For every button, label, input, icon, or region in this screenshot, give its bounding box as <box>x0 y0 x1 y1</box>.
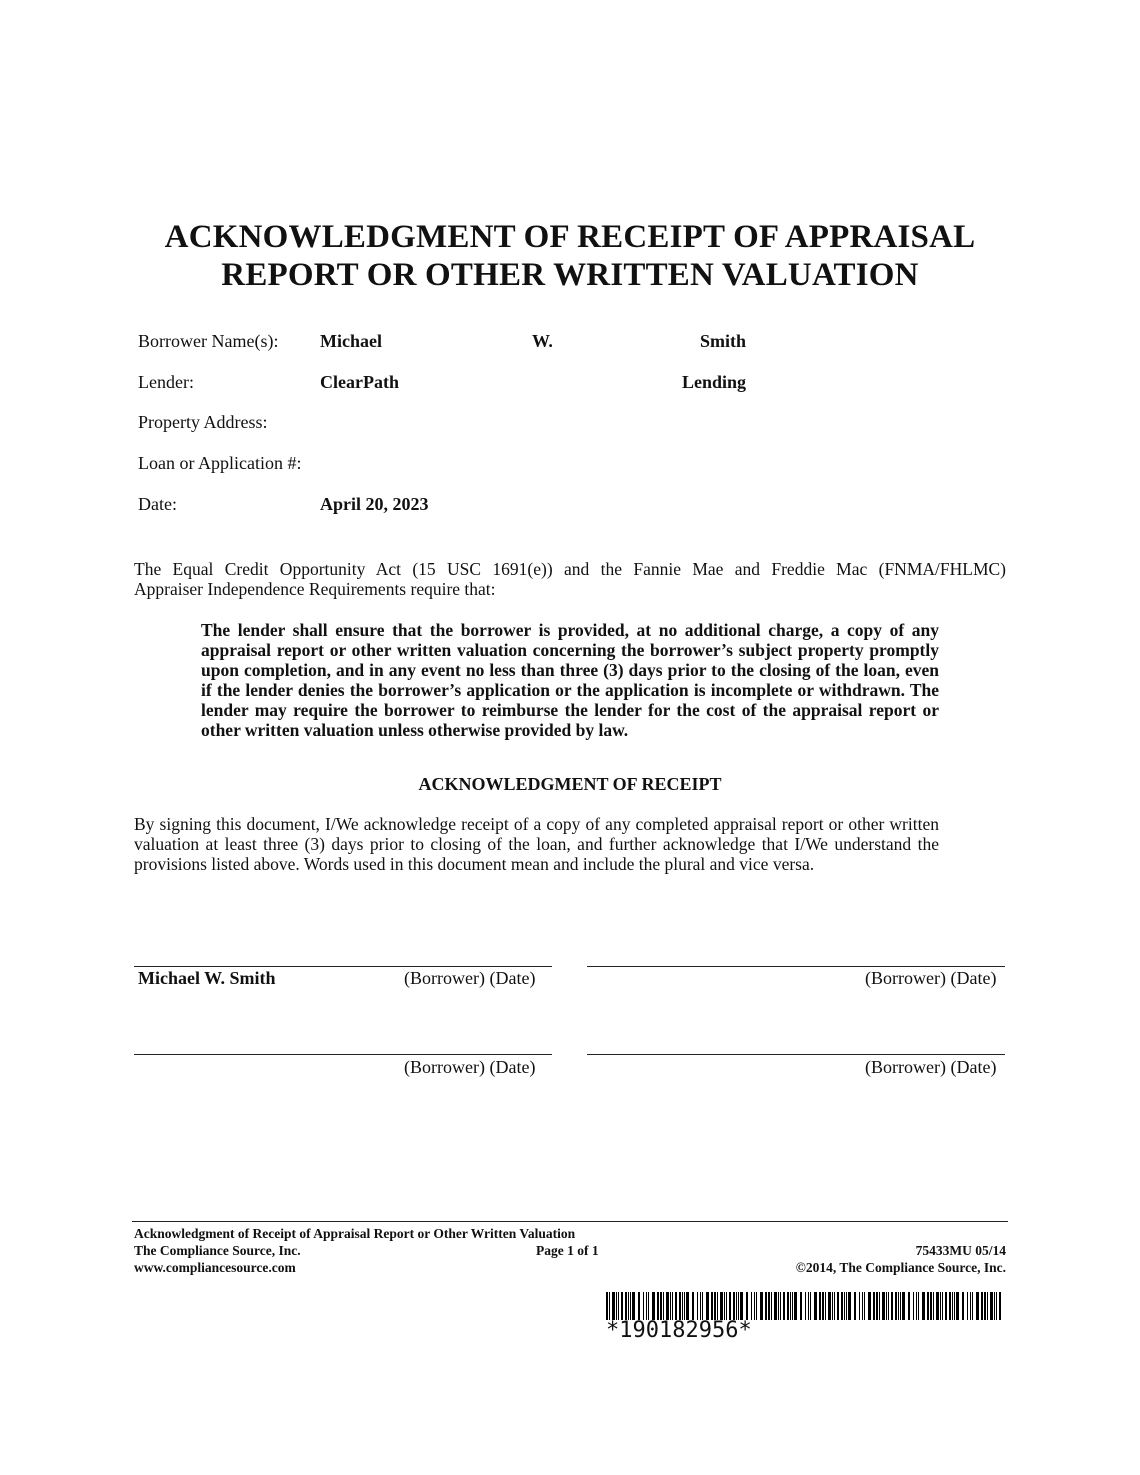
barcode-bar <box>682 1292 683 1320</box>
barcode-bar <box>646 1292 647 1320</box>
barcode-bar <box>606 1292 608 1320</box>
lender-name-part-2: Lending <box>682 372 747 392</box>
footer-page-number: Page 1 of 1 <box>536 1243 599 1258</box>
barcode-bar <box>657 1292 659 1320</box>
barcode-bar <box>733 1292 735 1320</box>
barcode-bar <box>692 1292 694 1320</box>
barcode-bar <box>981 1292 983 1320</box>
footer-copyright: ©2014, The Compliance Source, Inc. <box>795 1260 1006 1275</box>
barcode-bar <box>670 1292 671 1320</box>
barcode-bar <box>684 1292 685 1320</box>
barcode-bar <box>700 1292 701 1320</box>
barcode-bar <box>945 1292 947 1320</box>
document-title <box>100 218 1040 294</box>
borrower-label: Borrower Name(s): <box>138 331 279 351</box>
barcode-bar <box>729 1292 731 1320</box>
property-address-label: Property Address: <box>138 412 268 432</box>
barcode-bar <box>746 1292 748 1320</box>
barcode-bar <box>942 1292 943 1320</box>
barcode-bar <box>918 1292 919 1320</box>
barcode-bar <box>873 1292 875 1320</box>
barcode-bar <box>952 1292 953 1320</box>
barcode-bar <box>933 1292 934 1320</box>
loan-number-label: Loan or Application #: <box>138 453 302 473</box>
barcode-bar <box>876 1292 878 1320</box>
barcode-bar <box>638 1292 640 1320</box>
barcode-bar <box>999 1292 1001 1320</box>
barcode-bar <box>822 1292 824 1320</box>
barcode-bar <box>837 1292 839 1320</box>
barcode-bar <box>738 1292 739 1320</box>
barcode-bar <box>886 1292 887 1320</box>
barcode-bar <box>790 1292 791 1320</box>
barcode-bar <box>778 1292 779 1320</box>
barcode-bar <box>717 1292 718 1320</box>
barcode-bar <box>686 1292 689 1320</box>
barcode-bar <box>616 1292 617 1320</box>
barcode-bar <box>922 1292 925 1320</box>
barcode-bar <box>913 1292 914 1320</box>
intro-line-1: The Equal Credit Opportunity Act (15 USC 1691(e)) and the Fannie Mae and Freddie Mac (FNMA/FHLMC) <box>134 559 1006 579</box>
borrower-last-name: Smith <box>700 331 747 351</box>
barcode-bar <box>814 1292 817 1320</box>
borrower-first-name: Michael <box>320 331 382 351</box>
barcode <box>606 1292 1004 1320</box>
barcode-bar <box>736 1292 737 1320</box>
barcode-bar <box>902 1292 905 1320</box>
barcode-bar <box>908 1292 910 1320</box>
lender-label: Lender: <box>138 372 194 392</box>
barcode-bar <box>882 1292 885 1320</box>
barcode-bar <box>879 1292 880 1320</box>
date-label: Date: <box>138 494 177 514</box>
barcode-bar <box>771 1292 772 1320</box>
signature-caption-3: (Borrower) (Date) <box>404 1057 536 1077</box>
barcode-bar <box>962 1292 964 1320</box>
barcode-bar <box>612 1292 615 1320</box>
barcode-bar <box>994 1292 995 1320</box>
barcode-bar <box>987 1292 988 1320</box>
barcode-bar <box>956 1292 959 1320</box>
barcode-bar <box>841 1292 843 1320</box>
barcode-bar <box>706 1292 709 1320</box>
barcode-bar <box>844 1292 845 1320</box>
signer-name: Michael W. Smith <box>138 968 276 988</box>
signature-caption-4: (Borrower) (Date) <box>865 1057 997 1077</box>
barcode-bar <box>621 1292 623 1320</box>
footer-rule <box>132 1221 1008 1222</box>
barcode-bar <box>930 1292 932 1320</box>
barcode-bar <box>630 1292 631 1320</box>
barcode-bar <box>900 1292 901 1320</box>
barcode-bar <box>609 1292 610 1320</box>
barcode-bar <box>891 1292 893 1320</box>
footer-website: www.compliancesource.com <box>134 1260 296 1275</box>
barcode-bar <box>765 1292 767 1320</box>
barcode-bar <box>954 1292 955 1320</box>
ack-heading: ACKNOWLEDGMENT OF RECEIPT <box>418 774 722 794</box>
barcode-bar <box>720 1292 723 1320</box>
barcode-bar <box>618 1292 619 1320</box>
barcode-bar <box>787 1292 789 1320</box>
barcode-bar <box>895 1292 897 1320</box>
signature-line-1[interactable] <box>134 966 552 967</box>
barcode-bar <box>711 1292 713 1320</box>
title-line-1: ACKNOWLEDGMENT OF RECEIPT OF APPRAISAL <box>164 219 976 255</box>
barcode-bar <box>794 1292 797 1320</box>
barcode-bar <box>972 1292 973 1320</box>
barcode-bar <box>714 1292 716 1320</box>
barcode-bar <box>625 1292 627 1320</box>
barcode-bar <box>768 1292 770 1320</box>
barcode-bar <box>740 1292 743 1320</box>
barcode-bar <box>859 1292 860 1320</box>
barcode-bar <box>868 1292 871 1320</box>
barcode-bar <box>846 1292 847 1320</box>
barcode-bar <box>663 1292 664 1320</box>
barcode-bar <box>825 1292 826 1320</box>
barcode-bar <box>967 1292 968 1320</box>
barcode-bar <box>652 1292 655 1320</box>
borrower-middle-initial: W. <box>532 331 553 351</box>
barcode-bar <box>628 1292 629 1320</box>
barcode-bar <box>996 1292 997 1320</box>
ack-paragraph: By signing this document, I/We acknowledge receipt of a copy of any completed appraisal report or other written valuation at least three (3) days prior to closing of the loan, and further acknowledge that I/We understand the provisions listed above. Words used in this document mean and include the plural and vice versa. <box>134 814 939 874</box>
barcode-bar <box>643 1292 644 1320</box>
requirement-paragraph: The lender shall ensure that the borrower is provided, at no additional charge, a copy of any appraisal report or other written valuation concerning the borrower’s subject property promptly upon completion, and in any event no less than three (3) days prior to the closing of the loan, even if the lender denies the borrower’s application or the application is incomplete or withdrawn. The lender may require the borrower to reimburse the lender for the cost of the appraisal report or other written valuation unless otherwise provided by law. <box>201 620 939 740</box>
barcode-bar <box>940 1292 941 1320</box>
barcode-bar <box>800 1292 802 1320</box>
barcode-bar <box>990 1292 993 1320</box>
date-value: April 20, 2023 <box>320 494 429 514</box>
barcode-bar <box>970 1292 971 1320</box>
barcode-bar <box>808 1292 809 1320</box>
barcode-bar <box>783 1292 785 1320</box>
barcode-bar <box>726 1292 727 1320</box>
intro-line-2: Appraiser Independence Requirements require that: <box>134 579 496 599</box>
barcode-bar <box>854 1292 856 1320</box>
barcode-bar <box>810 1292 811 1320</box>
intro-paragraph <box>134 559 1006 599</box>
barcode-bar <box>675 1292 677 1320</box>
barcode-bar <box>666 1292 669 1320</box>
barcode-bar <box>819 1292 821 1320</box>
barcode-bar <box>660 1292 662 1320</box>
barcode-bar <box>724 1292 725 1320</box>
footer-form-title: Acknowledgment of Receipt of Appraisal Report or Other Written Valuation <box>134 1226 576 1241</box>
barcode-bar <box>780 1292 781 1320</box>
barcode-bar <box>976 1292 979 1320</box>
barcode-bar <box>848 1292 851 1320</box>
barcode-bar <box>805 1292 806 1320</box>
barcode-bar <box>756 1292 757 1320</box>
signature-caption-1: (Borrower) (Date) <box>404 968 536 988</box>
barcode-bar <box>697 1292 698 1320</box>
barcode-bar <box>672 1292 673 1320</box>
barcode-bar <box>632 1292 635 1320</box>
barcode-bar <box>927 1292 929 1320</box>
barcode-bar <box>702 1292 703 1320</box>
barcode-bar <box>936 1292 939 1320</box>
title-line-2: REPORT OR OTHER WRITTEN VALUATION <box>221 257 919 293</box>
signature-line-3[interactable] <box>134 1054 552 1055</box>
barcode-bar <box>648 1292 649 1320</box>
lender-name-part-1: ClearPath <box>320 372 399 392</box>
barcode-bar <box>751 1292 752 1320</box>
barcode-bar <box>774 1292 777 1320</box>
barcode-bar <box>949 1292 951 1320</box>
signature-line-4[interactable] <box>587 1054 1005 1055</box>
barcode-bar <box>832 1292 833 1320</box>
barcode-bar <box>679 1292 681 1320</box>
footer-company: The Compliance Source, Inc. <box>134 1243 301 1258</box>
barcode-bar <box>828 1292 831 1320</box>
barcode-bar <box>760 1292 763 1320</box>
barcode-bar <box>864 1292 865 1320</box>
barcode-bar <box>898 1292 899 1320</box>
barcode-bar <box>916 1292 917 1320</box>
signature-caption-2: (Borrower) (Date) <box>865 968 997 988</box>
barcode-bar <box>984 1292 986 1320</box>
barcode-bar <box>792 1292 793 1320</box>
barcode-bar <box>754 1292 755 1320</box>
barcode-bar <box>888 1292 889 1320</box>
barcode-bar <box>862 1292 863 1320</box>
barcode-bar <box>834 1292 835 1320</box>
footer-form-code: 75433MU 05/14 <box>915 1243 1006 1258</box>
signature-line-2[interactable] <box>587 966 1005 967</box>
barcode-number: *190182956* <box>606 1318 752 1343</box>
